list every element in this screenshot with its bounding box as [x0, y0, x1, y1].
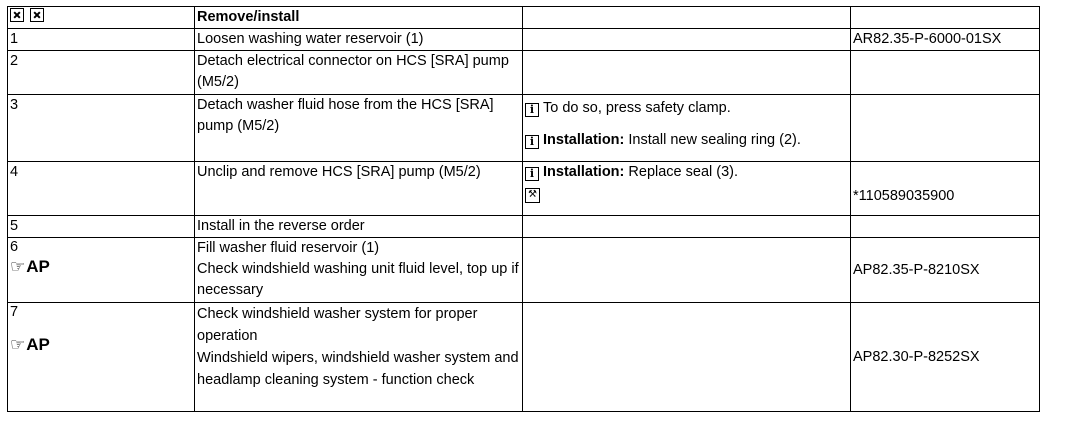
step-reference-cell	[851, 51, 1040, 95]
ap-label: AP	[26, 335, 50, 354]
step-action-check: Check windshield washing unit fluid level, top up if necessary	[197, 261, 519, 298]
step-action: Detach electrical connector on HCS [SRA] pump (M5/2)	[195, 51, 523, 95]
ap-link[interactable]	[10, 335, 192, 355]
table-row	[8, 29, 1040, 51]
step-note-cell	[523, 29, 851, 51]
table-row	[8, 162, 1040, 216]
step-note-cell	[523, 95, 851, 162]
step-reference-link[interactable]: AP82.30-P-8252SX	[851, 303, 1040, 412]
collapse-icon[interactable]	[30, 8, 44, 22]
step-action-cell	[195, 303, 523, 412]
procedure-table	[7, 6, 1040, 412]
table-row	[8, 238, 1040, 303]
note-line	[525, 183, 848, 204]
note-line	[525, 162, 848, 183]
step-reference-cell	[851, 95, 1040, 162]
info-icon[interactable]: i	[525, 103, 539, 117]
info-icon[interactable]: i	[525, 135, 539, 149]
ap-link[interactable]	[10, 257, 192, 277]
step-note-cell	[523, 51, 851, 95]
table-header-row	[8, 7, 1040, 29]
table-row	[8, 303, 1040, 412]
step-number: 3	[8, 95, 195, 162]
table-row	[8, 51, 1040, 95]
step-note-cell	[523, 162, 851, 216]
step-note-cell	[523, 238, 851, 303]
pointing-hand-icon: ☞	[10, 335, 26, 355]
step-action: Fill washer fluid reservoir (1)	[197, 240, 380, 256]
table-row	[8, 95, 1040, 162]
step-action: Detach washer fluid hose from the HCS [SRA] pump (M5/2)	[195, 95, 523, 162]
tool-part-number-link[interactable]: *110589035900	[853, 188, 955, 204]
step-action: Install in the reverse order	[195, 216, 523, 238]
step-number: 2	[8, 51, 195, 95]
special-tool-icon[interactable]: ⚒	[525, 188, 540, 203]
expand-icon[interactable]	[10, 8, 24, 22]
header-icons-cell	[8, 7, 195, 29]
step-reference-cell	[851, 216, 1040, 238]
note-label: Installation:	[543, 164, 625, 180]
step-number-cell	[8, 238, 195, 303]
step-number: 6	[10, 239, 19, 255]
header-title: Remove/install	[195, 7, 523, 29]
step-action: Check windshield washer system for proper operation	[197, 306, 478, 344]
header-empty-cell	[523, 7, 851, 29]
step-number-cell	[8, 303, 195, 412]
step-number: 5	[8, 216, 195, 238]
step-reference-link[interactable]: AP82.35-P-8210SX	[851, 238, 1040, 303]
step-note-cell	[523, 216, 851, 238]
note-text: Install new sealing ring (2).	[628, 132, 801, 148]
pointing-hand-icon: ☞	[10, 257, 26, 277]
header-empty-cell	[851, 7, 1040, 29]
step-number: 4	[8, 162, 195, 216]
note-label: Installation:	[543, 132, 625, 148]
step-number: 1	[8, 29, 195, 51]
step-action: Loosen washing water reservoir (1)	[195, 29, 523, 51]
step-reference-link[interactable]: AR82.35-P-6000-01SX	[851, 29, 1040, 51]
info-icon[interactable]: i	[525, 167, 539, 181]
step-note-cell	[523, 303, 851, 412]
note-line	[525, 98, 848, 118]
step-action-check: Windshield wipers, windshield washer system and headlamp cleaning system - function check	[197, 350, 519, 388]
step-reference-cell	[851, 162, 1040, 216]
step-action: Unclip and remove HCS [SRA] pump (M5/2)	[195, 162, 523, 216]
note-line	[525, 130, 848, 150]
ap-label: AP	[26, 257, 50, 276]
step-action-cell	[195, 238, 523, 303]
table-row	[8, 216, 1040, 238]
note-text: Replace seal (3).	[628, 164, 739, 180]
step-number: 7	[10, 304, 19, 320]
note-text: To do so, press safety clamp.	[543, 100, 731, 116]
